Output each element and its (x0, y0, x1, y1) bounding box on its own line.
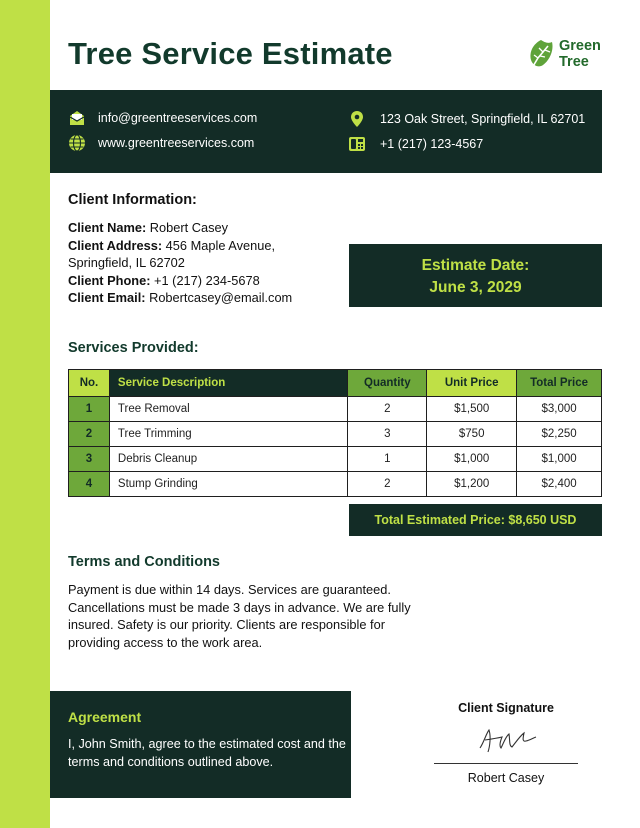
signature-name: Robert Casey (467, 771, 545, 785)
client-address: 456 Maple Avenue, Springfield, IL 62702 (68, 237, 276, 270)
contact-address (348, 110, 585, 128)
agreement-body: I, John Smith, agree to the estimated cost and the terms and conditions outlined above. (68, 737, 346, 769)
col-header-quantity: Quantity (348, 370, 427, 397)
estimate-date-value: June 3, 2029 (429, 279, 522, 296)
service-quantity: 1 (348, 447, 427, 472)
row-number: 1 (69, 397, 110, 422)
estimate-date-label: Estimate Date: (421, 257, 530, 274)
row-number: 2 (69, 422, 110, 447)
service-description: Tree Trimming (109, 422, 347, 447)
services-heading: Services Provided: (68, 340, 199, 356)
service-quantity: 2 (348, 472, 427, 497)
row-number: 3 (69, 447, 110, 472)
client-info-block (68, 219, 328, 307)
service-description: Tree Removal (109, 397, 347, 422)
service-total-price: $3,000 (517, 397, 602, 422)
service-quantity: 3 (348, 422, 427, 447)
row-number: 4 (69, 472, 110, 497)
col-header-total-price: Total Price (517, 370, 602, 397)
client-phone-row (68, 272, 328, 290)
service-description: Stump Grinding (109, 472, 347, 497)
service-quantity: 2 (348, 397, 427, 422)
location-pin-icon (348, 110, 366, 128)
phone-icon (348, 135, 366, 153)
service-unit-price: $1,200 (427, 472, 517, 497)
email-icon (68, 109, 86, 127)
service-unit-price: $1,000 (427, 447, 517, 472)
client-email-label: Client Email: (68, 290, 146, 305)
service-total-price: $2,250 (517, 422, 602, 447)
service-description: Debris Cleanup (109, 447, 347, 472)
contact-phone[interactable] (348, 135, 483, 153)
side-accent-bar (0, 0, 50, 828)
client-name-label: Client Name: (68, 220, 147, 235)
agreement-box (50, 691, 351, 798)
client-info-heading: Client Information: (68, 192, 197, 208)
client-email: Robertcasey@email.com (149, 290, 293, 305)
client-phone: +1 (217) 234-5678 (154, 272, 260, 288)
service-unit-price: $750 (427, 422, 517, 447)
col-header-no: No. (69, 370, 110, 397)
globe-icon (68, 134, 86, 152)
contact-address-text: 123 Oak Street, Springfield, IL 62701 (380, 112, 586, 126)
contact-website-text: www.greentreeservices.com (98, 136, 255, 150)
contact-email[interactable] (68, 109, 257, 127)
col-header-unit-price: Unit Price (427, 370, 517, 397)
contact-website[interactable] (68, 134, 254, 152)
table-row (69, 472, 602, 497)
table-row (69, 422, 602, 447)
client-address-label: Client Address: (68, 237, 163, 253)
signature-label: Client Signature (458, 701, 554, 715)
contact-phone-text: +1 (217) 123-4567 (380, 137, 484, 151)
table-row (69, 397, 602, 422)
logo-line-2: Tree (559, 54, 589, 70)
service-total-price: $2,400 (517, 472, 602, 497)
logo-line-1: Green (559, 38, 601, 54)
terms-body: Payment is due within 14 days. Services are guaranteed. Cancellations must be made 3 days in advance. We are fully insured. Safety is our priority. Clients are responsible for providing access to the work area. (68, 582, 411, 650)
service-total-price: $1,000 (517, 447, 602, 472)
client-name: Robert Casey (149, 220, 229, 235)
client-name-row (68, 219, 328, 237)
col-header-description: Service Description (109, 370, 347, 397)
contact-email-text: info@greentreeservices.com (98, 111, 258, 125)
estimate-date-box (349, 244, 602, 307)
page-title: Tree Service Estimate (68, 36, 393, 71)
signature-line (434, 763, 578, 764)
total-price-box: Total Estimated Price: $8,650 USD (349, 504, 602, 536)
leaf-logo-icon (526, 38, 556, 70)
client-address-row (68, 237, 328, 272)
services-header-row (69, 370, 602, 397)
contact-band (50, 90, 602, 173)
signature-scribble (476, 722, 538, 756)
client-email-row (68, 289, 328, 307)
service-unit-price: $1,500 (427, 397, 517, 422)
client-phone-label: Client Phone: (68, 272, 151, 288)
logo-wordmark (559, 38, 601, 70)
services-table (68, 369, 602, 497)
company-logo (526, 38, 601, 70)
terms-heading: Terms and Conditions (68, 554, 220, 570)
table-row (69, 447, 602, 472)
agreement-heading: Agreement (68, 709, 142, 725)
